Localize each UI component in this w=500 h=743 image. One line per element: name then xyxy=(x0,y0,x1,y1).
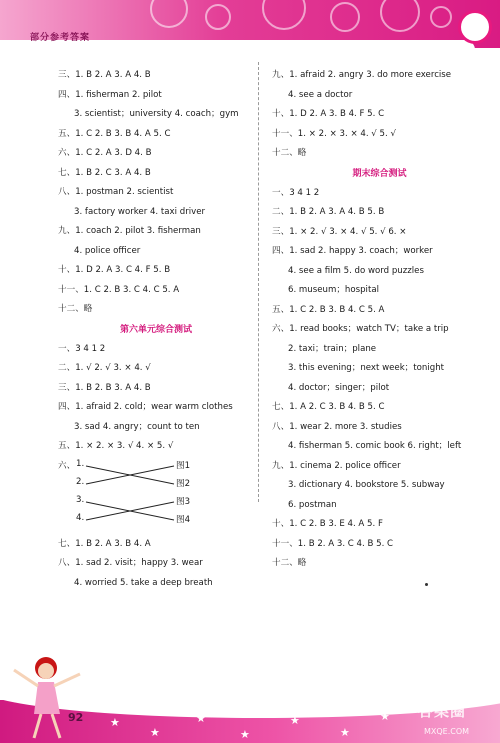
answer-line: 六、1. read books；watch TV；take a trip xyxy=(272,324,449,334)
star-icon: ★ xyxy=(150,726,160,739)
answer-line: 七、1. B 2. C 3. A 4. B xyxy=(58,167,151,178)
answer-line: 十二、略 xyxy=(58,304,93,314)
match-number: 2. xyxy=(76,476,85,487)
answer-line: 三、1. B 2. B 3. A 4. B xyxy=(58,382,151,393)
match-picture: 图1 xyxy=(176,460,191,471)
star-icon: ★ xyxy=(340,726,350,739)
answer-line: 4. see a film 5. do word puzzles xyxy=(288,265,424,276)
watermark-url: MXQE.COM xyxy=(424,727,470,736)
answer-line: 4. worried 5. take a deep breath xyxy=(74,577,213,588)
page-number: 92 xyxy=(68,711,84,724)
answer-line: 一、3 4 1 2 xyxy=(58,343,106,354)
answer-line: 四、1. sad 2. happy 3. coach；worker xyxy=(272,246,433,256)
match-picture: 图2 xyxy=(176,478,191,489)
answer-line: 4. see a doctor xyxy=(288,89,353,100)
answer-line: 3. factory worker 4. taxi driver xyxy=(74,206,206,217)
matching-label: 六、 xyxy=(58,460,76,471)
answer-line: 十、1. C 2. B 3. E 4. A 5. F xyxy=(272,519,383,529)
answer-line: 八、1. sad 2. visit；happy 3. wear xyxy=(58,558,203,568)
answer-line: 七、1. B 2. A 3. B 4. A xyxy=(58,538,151,549)
answer-line: 十、1. D 2. A 3. C 4. F 5. B xyxy=(58,265,171,275)
match-number: 1. xyxy=(76,458,85,469)
answer-line: 3. this evening；next week；tonight xyxy=(288,363,445,373)
watermark-logo: 答案圈 xyxy=(418,702,467,720)
answer-line: 2. taxi；train；plane xyxy=(288,343,377,354)
answer-line: 二、1. √ 2. √ 3. × 4. √ xyxy=(58,363,151,373)
match-picture: 图3 xyxy=(176,496,191,507)
answer-line: 八、1. wear 2. more 3. studies xyxy=(272,421,402,432)
answer-line: 七、1. A 2. C 3. B 4. B 5. C xyxy=(272,402,385,412)
answer-line: 九、1. coach 2. pilot 3. fisherman xyxy=(58,226,201,236)
answer-line: 6. museum；hospital xyxy=(288,285,379,295)
section-title: 第六单元综合测试 xyxy=(119,324,192,335)
answer-line: 五、1. C 2. B 3. B 4. C 5. A xyxy=(272,304,385,315)
answer-line: 八、1. postman 2. scientist xyxy=(58,187,174,197)
right-column xyxy=(272,66,487,574)
right-answer-list xyxy=(272,66,487,574)
page-title: 部分参考答案 xyxy=(30,33,91,43)
header-banner xyxy=(0,0,500,48)
stray-dot xyxy=(425,583,428,586)
answer-line: 五、1. × 2. × 3. √ 4. × 5. √ xyxy=(58,441,174,451)
answer-line: 四、1. afraid 2. cold；wear warm clothes xyxy=(58,402,233,412)
matching-answer xyxy=(58,457,254,535)
match-picture: 图4 xyxy=(176,514,191,525)
answer-line: 4. fisherman 5. comic book 6. right；left xyxy=(288,441,462,451)
left-answer-list xyxy=(58,66,254,457)
left-column xyxy=(58,66,254,593)
answer-line: 十一、1. C 2. B 3. C 4. C 5. A xyxy=(58,284,180,295)
star-icon: ★ xyxy=(110,716,120,729)
column-divider xyxy=(258,62,259,502)
answer-line: 十二、略 xyxy=(272,148,307,158)
star-icon: ★ xyxy=(290,714,300,727)
answer-line: 3. scientist；university 4. coach；gym xyxy=(74,109,239,119)
answer-line: 十二、略 xyxy=(272,558,307,568)
answer-line: 九、1. cinema 2. police officer xyxy=(272,460,401,471)
match-number: 3. xyxy=(76,494,85,505)
star-icon: ★ xyxy=(380,710,390,723)
answer-line: 三、1. B 2. A 3. A 4. B xyxy=(58,70,151,80)
header-ring-icon xyxy=(458,10,492,44)
matching-lines xyxy=(58,457,178,535)
answer-line: 九、1. afraid 2. angry 3. do more exercise xyxy=(272,70,452,80)
match-number: 4. xyxy=(76,512,85,523)
answer-line: 三、1. × 2. √ 3. × 4. √ 5. √ 6. × xyxy=(272,226,407,237)
answer-line: 六、1. C 2. A 3. D 4. B xyxy=(58,148,152,158)
answer-line: 3. dictionary 4. bookstore 5. subway xyxy=(288,480,445,490)
answer-line: 4. police officer xyxy=(74,245,141,256)
answer-line: 4. doctor；singer；pilot xyxy=(288,382,390,393)
answer-line: 十一、1. B 2. A 3. C 4. B 5. C xyxy=(272,538,394,549)
section-title: 期末综合测试 xyxy=(352,168,407,179)
answer-line: 一、3 4 1 2 xyxy=(272,187,320,198)
answer-line: 十一、1. × 2. × 3. × 4. √ 5. √ xyxy=(272,128,396,139)
left-answer-list-continued xyxy=(58,535,254,594)
answer-line: 3. sad 4. angry；count to ten xyxy=(74,421,200,432)
answer-line: 二、1. B 2. A 3. A 4. B 5. B xyxy=(272,207,385,217)
answer-line: 五、1. C 2. B 3. B 4. A 5. C xyxy=(58,128,171,139)
answer-line: 四、1. fisherman 2. pilot xyxy=(58,89,162,100)
answer-line: 十、1. D 2. A 3. B 4. F 5. C xyxy=(272,109,385,119)
girl-illustration xyxy=(4,648,94,743)
star-icon: ★ xyxy=(196,712,206,725)
answer-line: 6. postman xyxy=(288,499,337,510)
star-icon: ★ xyxy=(240,728,250,741)
